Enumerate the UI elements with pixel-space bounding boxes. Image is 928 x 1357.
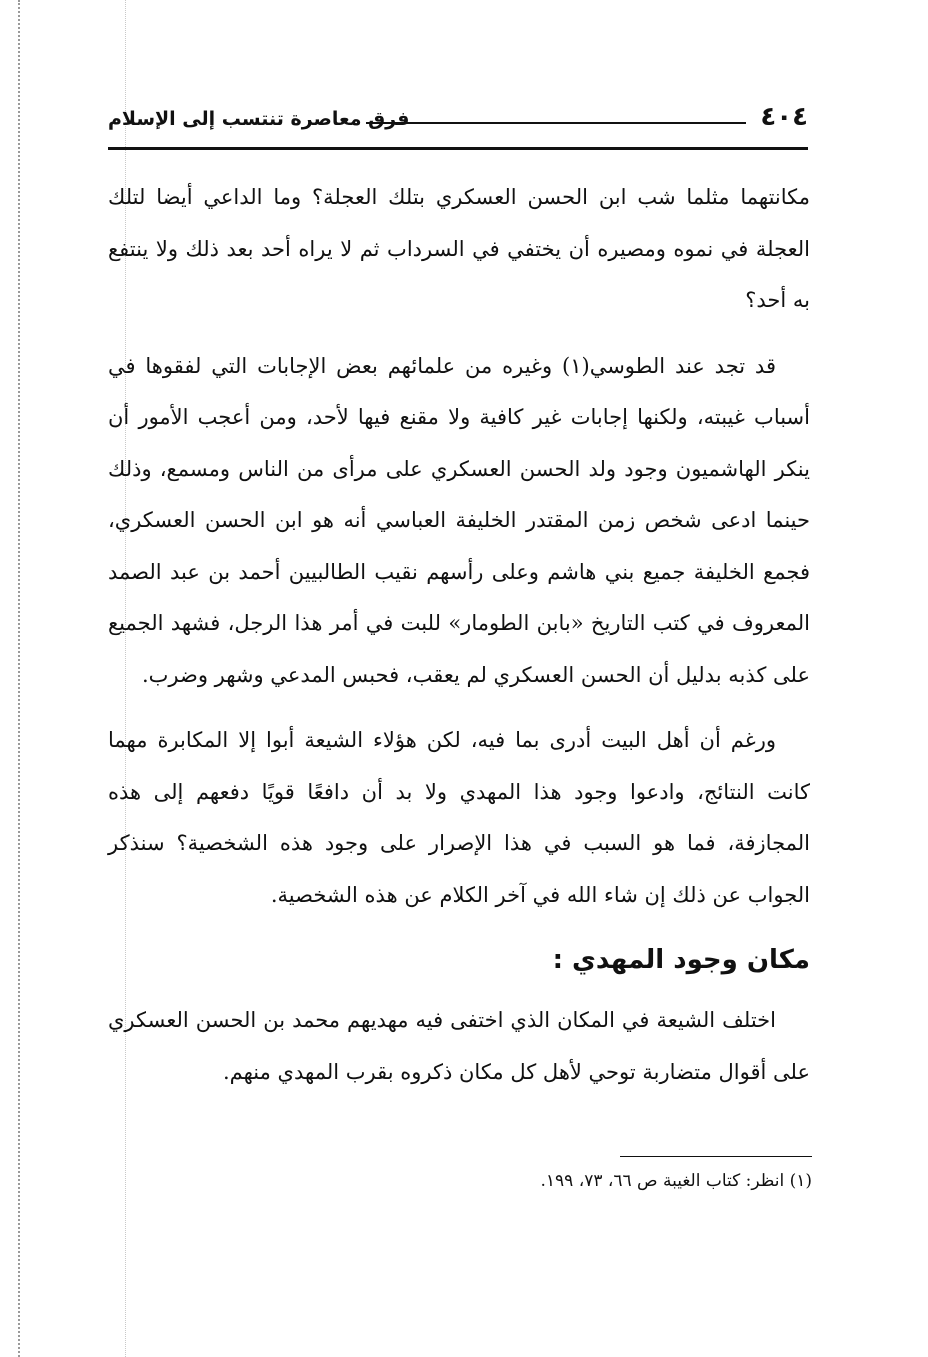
page-number: ٤٠٤	[760, 102, 808, 132]
footnote-rule	[620, 1156, 812, 1157]
paragraph-2: قد تجد عند الطوسي(١) وغيره من علمائهم بعض الإجابات التي لفقوها في أسباب غيبته، ولكنها إجابات غير كافية ولا مقنع فيها لأحد، ومن أعجب الأمور أن ينكر الهاشميون وجود ولد الحسن العسكري على مرأى من الناس ومسمع، وذلك حينما ادعى شخص زمن المقتدر الخليفة العباسي أنه هو ابن الحسن العسكري، فجمع الخليفة جميع بني هاشم وعلى رأسهم نقيب الطالبيين أحمد بن عبد الصمد المعروف في كتب التاريخ «بابن الطومار» للبت في أمر هذا الرجل، فشهد الجميع على كذبه بدليل أن الحسن العسكري لم يعقب، فحبس المدعي وشهر وضرب.	[108, 353, 810, 687]
scan-binding-dots	[18, 0, 20, 1357]
paragraph-1: مكانتهما مثلما شب ابن الحسن العسكري بتلك العجلة؟ وما الداعي أيضا لتلك العجلة في نموه ومصيره أن يختفي في السرداب ثم لا يراه أحد بعد ذلك ولا ينتفع به أحد؟	[108, 185, 810, 312]
footnote: (١) انظر: كتاب الغيبة ص ٦٦، ٧٣، ١٩٩.	[540, 1171, 812, 1191]
book-title: فرق معاصرة تنتسب إلى الإسلام	[108, 108, 410, 130]
paragraph-4: اختلف الشيعة في المكان الذي اختفى فيه مهديهم محمد بن الحسن العسكري على أقوال متضاربة توحي لأهل كل مكان ذكروه بقرب المهدي منهم.	[108, 1008, 810, 1084]
section-heading: مكان وجود المهدي :	[552, 945, 810, 975]
main-text	[108, 172, 810, 1112]
paragraph-3: ورغم أن أهل البيت أدرى بما فيه، لكن هؤلاء الشيعة أبوا إلا المكابرة مهما كانت النتائج، وادعوا وجود هذا المهدي ولا بد أن دافعًا قويًا دفعهم إلى هذه المجازفة، فما هو السبب في هذا الإصرار على وجود هذه الشخصية؟ سنذكر الجواب عن ذلك إن شاء الله في آخر الكلام عن هذه الشخصية.	[108, 728, 810, 907]
header-dash-line	[366, 122, 746, 124]
header-rule	[108, 147, 808, 150]
running-header	[108, 96, 808, 144]
